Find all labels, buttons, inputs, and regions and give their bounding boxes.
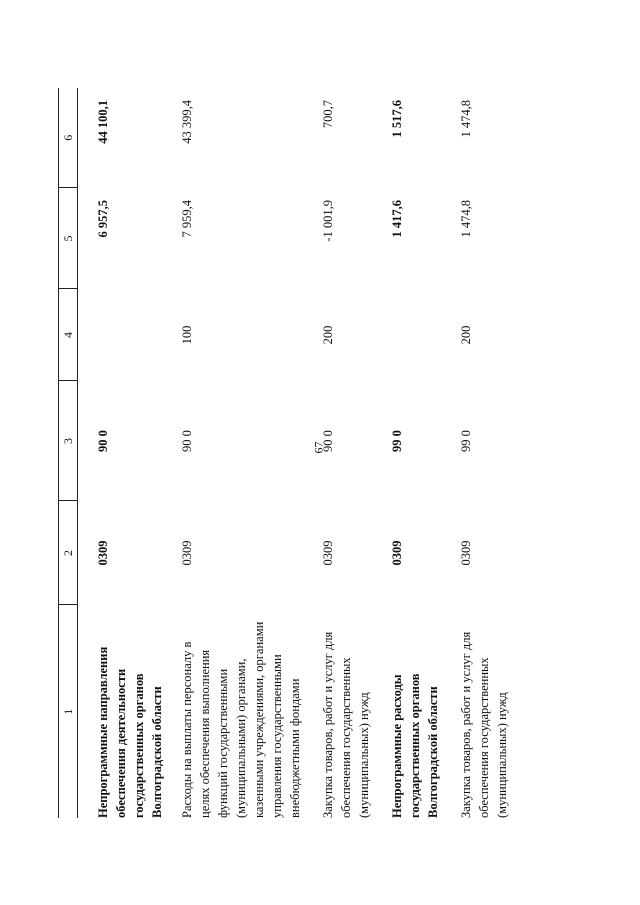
row-type: 200 (321, 325, 335, 345)
table-row (316, 88, 385, 818)
row-section: 0309 (321, 540, 335, 566)
budget-table-rotated (58, 88, 554, 818)
row-change: 7 959,4 (180, 200, 194, 238)
header-col-2: 2 (59, 501, 78, 605)
row-name: Закупка товаров, работ и услуг для обеспечения государственных (муниципальных) нужд (321, 631, 371, 818)
row-total: 700,7 (321, 100, 335, 129)
row-section: 0309 (390, 540, 404, 566)
row-total: 44 100,1 (96, 100, 110, 144)
row-section: 0309 (180, 540, 194, 566)
row-name: Расходы на выплаты персоналу в целях обеспечения выполнения функций государственными (муниципальными) органами, казенными учреждениями, органами управления государственными внебюджетными фондами (180, 621, 302, 818)
row-total: 1 474,8 (459, 100, 473, 138)
row-name: Непрограммные расходы государственных органов Волгоградской области (390, 673, 440, 818)
table-row (385, 88, 454, 818)
header-col-5: 5 (59, 188, 78, 289)
row-change: 6 957,5 (96, 200, 110, 238)
row-total: 43 399,4 (180, 100, 194, 144)
row-type (385, 289, 454, 381)
page-number: 67 (311, 441, 326, 454)
row-target: 99 0 (459, 430, 473, 452)
table-row (454, 88, 523, 818)
row-change: 1 417,6 (390, 200, 404, 238)
row-name: Непрограммные направления обеспечения деятельности государственных органов Волгоградской области (96, 646, 164, 818)
row-total: 1 517,6 (390, 100, 404, 138)
table-row (78, 88, 176, 818)
table-row (175, 88, 316, 818)
header-col-4: 4 (59, 289, 78, 381)
row-change: 1 474,8 (459, 200, 473, 238)
row-target: 90 0 (321, 430, 335, 452)
header-col-3: 3 (59, 381, 78, 501)
row-type: 200 (459, 325, 473, 345)
budget-table (58, 88, 523, 818)
header-col-6: 6 (59, 88, 78, 188)
row-target: 99 0 (390, 430, 404, 452)
row-section: 0309 (96, 540, 110, 566)
header-col-1: 1 (59, 605, 78, 818)
row-type: 100 (180, 325, 194, 345)
row-name: Закупка товаров, работ и услуг для обеспечения государственных (муниципальных) нужд (459, 631, 509, 818)
row-target: 90 0 (96, 430, 110, 452)
row-change: -1 001,9 (321, 200, 335, 242)
row-section: 0309 (459, 540, 473, 566)
row-target: 90 0 (180, 430, 194, 452)
table-header-row (59, 88, 78, 818)
row-type (78, 289, 176, 381)
